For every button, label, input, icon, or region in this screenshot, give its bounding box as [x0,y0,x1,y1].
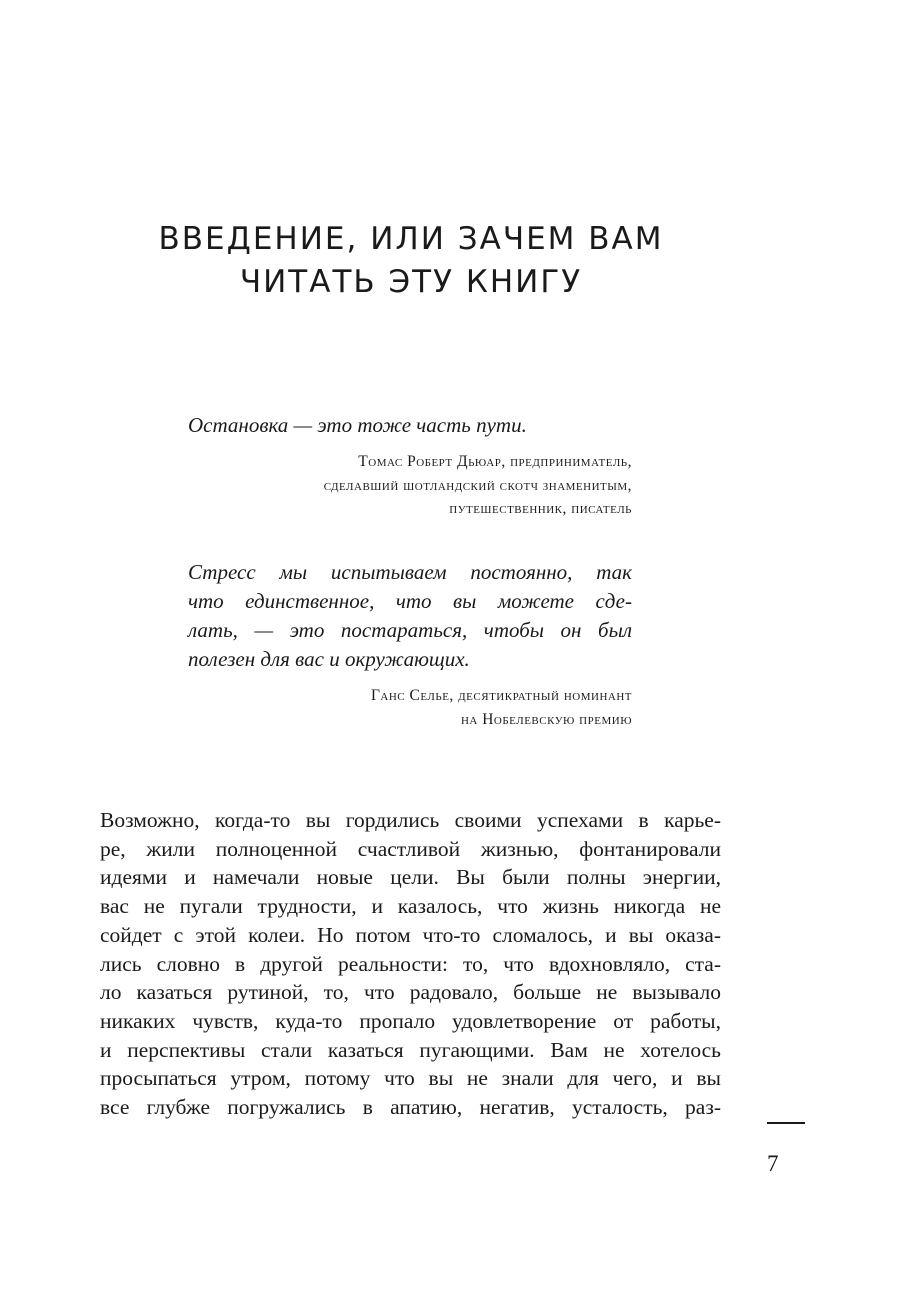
epigraph-quote-line: полезен для вас и окружающих. [188,647,470,671]
epigraph-quote-line: Стресс мы испытываем постоянно, так [188,560,632,584]
epigraph [188,558,632,731]
body-line: идеями и намечали новые цели. Вы были полны энергии, [100,865,721,890]
attribution-line: Томас Роберт Дьюар, предприниматель, [358,453,632,470]
body-line: просыпаться утром, потому что вы не знали для чего, и вы [100,1066,721,1091]
body-line: Возможно, когда-то вы гордились своими успехами в карье- [100,808,721,832]
body-line: все глубже погружались в апатию, негатив, усталость, раз- [100,1095,721,1120]
body-paragraph [100,806,721,1122]
body-line: и перспективы стали казаться пугающими. Вам не хотелось [100,1037,721,1062]
attribution-line: Ганс Селье, десятикратный номинант [370,687,632,704]
epigraph-attribution [188,684,632,731]
attribution-line: на Нобелевскую премию [460,710,632,728]
body-line: вас не пугали трудности, и казалось, что жизнь никогда не [100,894,721,919]
epigraph-attribution [188,450,632,521]
body-line: сойдет с этой колеи. Но потом что-то сломалось, и вы оказа- [100,922,721,947]
epigraph [188,411,632,521]
epigraph-quote-line: Остановка — это тоже часть пути. [188,413,527,437]
body-line: никаких чувств, куда-то пропало удовлетворение от работы, [100,1008,721,1033]
page-number-rule [767,1122,805,1124]
body-line: ло казаться рутиной, то, что радовало, больше не вызывало [100,980,721,1005]
attribution-line: путешественник, писатель [449,500,632,517]
attribution-line: сделавший шотландский скотч знаменитым, [323,476,632,494]
chapter-title-line: ЧИТАТЬ ЭТУ КНИГУ [239,264,583,300]
epigraph-quote-line: что единственное, что вы можете сде- [188,589,632,613]
epigraph-quote-line: лать, — это постараться, чтобы он был [188,618,632,642]
body-line: лись словно в другой реальности: то, что вдохновляло, ста- [100,951,721,976]
page-number: 7 [767,1151,779,1176]
chapter-title-line: ВВЕДЕНИЕ, ИЛИ ЗАЧЕМ ВАМ [158,221,664,257]
epigraph-quote [188,558,632,674]
epigraph-quote [188,411,632,440]
chapter-title [0,218,822,304]
body-line: ре, жили полноценной счастливой жизнью, фонтанировали [100,836,721,861]
